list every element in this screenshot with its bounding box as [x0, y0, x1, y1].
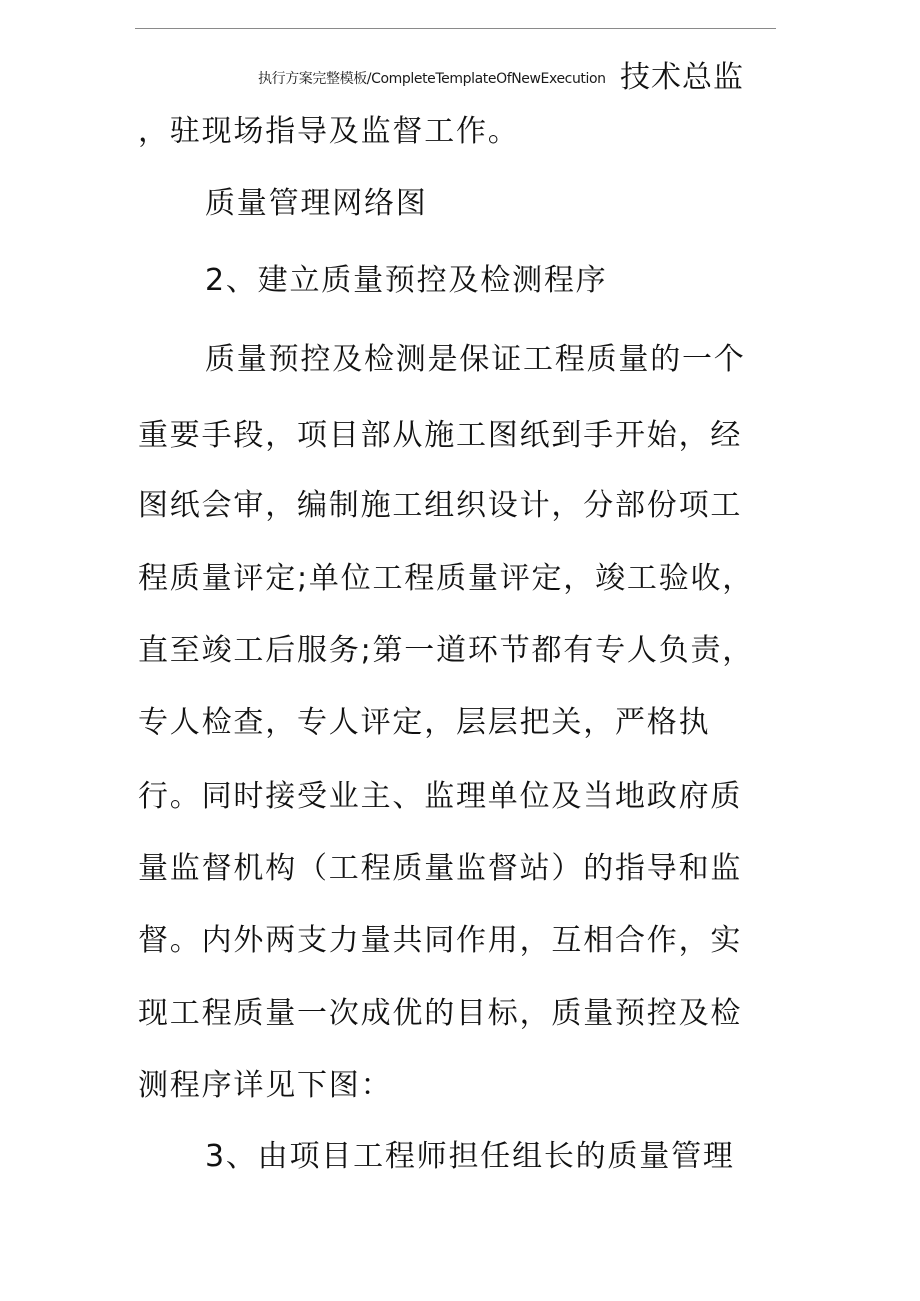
paragraph-line: 现工程质量一次成优的目标，质量预控及检	[138, 996, 743, 1031]
paragraph-line: 行。同时接受业主、监理单位及当地政府质	[138, 779, 743, 814]
paragraph-line: 程质量评定;单位工程质量评定，竣工验收，	[138, 561, 755, 596]
paragraph-line: 重要手段，项目部从施工图纸到手开始，经	[138, 418, 743, 453]
paragraph-line: 量监督机构（工程质量监督站）的指导和监	[138, 851, 743, 886]
section-label: 质量管理网络图	[205, 186, 428, 221]
paragraph-line: 测程序详见下图：	[138, 1068, 393, 1103]
running-header	[258, 48, 758, 95]
header-divider	[135, 28, 776, 29]
paragraph-line: 图纸会审，编制施工组织设计，分部份项工	[138, 488, 743, 523]
text-line: ，驻现场指导及监督工作。	[138, 114, 520, 149]
section-heading: 2、建立质量预控及检测程序	[205, 263, 608, 298]
header-template-title: 执行方案完整模板/CompleteTemplateOfNewExecution	[258, 71, 606, 87]
paragraph-line: 专人检查，专人评定，层层把关，严格执	[138, 705, 711, 740]
section-heading: 3、由项目工程师担任组长的质量管理	[205, 1139, 735, 1174]
header-continued-text: 技术总监	[620, 60, 744, 95]
paragraph-line: 直至竣工后服务;第一道环节都有专人负责，	[138, 633, 755, 668]
paragraph-line: 质量预控及检测是保证工程质量的一个	[205, 342, 746, 377]
paragraph-line: 督。内外两支力量共同作用，互相合作，实	[138, 923, 743, 958]
